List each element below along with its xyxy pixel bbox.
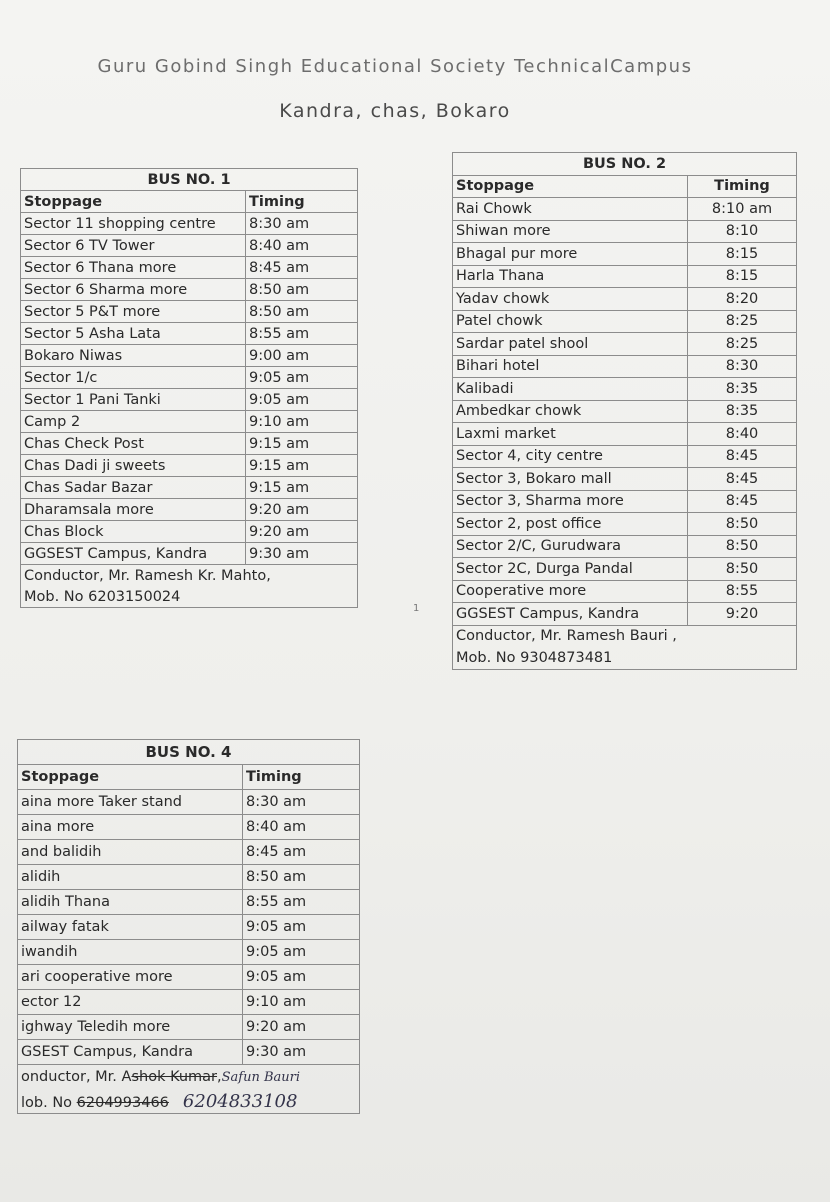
stop-name: GGSEST Campus, Kandra — [21, 543, 246, 565]
stop-name: Harla Thana — [453, 265, 688, 288]
bus-4-conductor-prefix: onductor, Mr. A — [21, 1069, 132, 1085]
stop-time: 8:45 am — [246, 257, 358, 279]
stop-row — [21, 411, 358, 433]
stop-time: 8:10 am — [688, 198, 797, 221]
stop-name: Sector 1/c — [21, 367, 246, 389]
stop-name: Sector 1 Pani Tanki — [21, 389, 246, 411]
bus-4-mobile-prefix: lob. No — [21, 1094, 77, 1111]
stop-name: Rai Chowk — [453, 198, 688, 221]
stop-row — [18, 940, 360, 965]
stop-time: 8:50 — [688, 558, 797, 581]
stop-row — [21, 543, 358, 565]
bus-4-conductor-struck: shok Kumar — [131, 1069, 218, 1085]
stop-name: Dharamsala more — [21, 499, 246, 521]
stop-time: 8:25 — [688, 333, 797, 356]
stop-row — [453, 243, 797, 266]
stop-row — [453, 400, 797, 423]
bus-4-conductor-handwritten: Safun Bauri — [221, 1070, 301, 1085]
stop-time: 9:15 am — [246, 455, 358, 477]
stop-row — [453, 265, 797, 288]
stop-name: Yadav chowk — [453, 288, 688, 311]
stop-time: 9:05 am — [243, 965, 360, 990]
stop-row — [21, 345, 358, 367]
bus-4-stoppage-header: Stoppage — [18, 765, 243, 790]
stop-row — [21, 433, 358, 455]
stray-mark: 1 — [413, 603, 420, 614]
stop-name: GGSEST Campus, Kandra — [453, 603, 688, 626]
stop-row — [18, 890, 360, 915]
stop-time: 8:40 am — [246, 235, 358, 257]
stop-name: Patel chowk — [453, 310, 688, 333]
stop-time: 8:30 am — [246, 213, 358, 235]
stop-row — [21, 477, 358, 499]
stop-time: 8:40 am — [243, 815, 360, 840]
stop-name: Cooperative more — [453, 580, 688, 603]
stop-time: 8:20 — [688, 288, 797, 311]
stop-time: 9:05 am — [246, 367, 358, 389]
stop-name: Sector 2/C, Gurudwara — [453, 535, 688, 558]
stop-name: Sector 3, Sharma more — [453, 490, 688, 513]
bus-1-timing-header: Timing — [246, 191, 358, 213]
institution-location: Kandra, chas, Bokaro — [279, 100, 511, 122]
stop-time: 8:10 — [688, 220, 797, 243]
stop-row — [21, 279, 358, 301]
stop-name: Ambedkar chowk — [453, 400, 688, 423]
stop-row — [453, 378, 797, 401]
bus-4-mobile-handwritten: 6204833108 — [182, 1090, 298, 1112]
stop-name: ighway Teledih more — [18, 1015, 243, 1040]
stop-row — [453, 558, 797, 581]
stop-row — [18, 915, 360, 940]
stop-time: 8:25 — [688, 310, 797, 333]
stop-name: Sector 6 Thana more — [21, 257, 246, 279]
bus-1-rows — [21, 213, 358, 565]
stop-time: 9:05 am — [243, 940, 360, 965]
bus-2-timing-header: Timing — [688, 175, 797, 198]
stop-row — [18, 840, 360, 865]
stop-time: 9:05 am — [246, 389, 358, 411]
bus-2-timetable — [452, 152, 797, 670]
stop-row — [18, 1040, 360, 1065]
stop-row — [21, 323, 358, 345]
bus-2-rows — [453, 198, 797, 626]
stop-time: 8:55 am — [246, 323, 358, 345]
stop-row — [453, 220, 797, 243]
stop-row — [18, 990, 360, 1015]
stop-name: alidih Thana — [18, 890, 243, 915]
stop-row — [21, 455, 358, 477]
stop-row — [21, 235, 358, 257]
stop-row — [18, 865, 360, 890]
bus-4-mobile — [18, 1089, 360, 1114]
stop-row — [453, 445, 797, 468]
stop-time: 9:20 am — [246, 499, 358, 521]
stop-row — [453, 468, 797, 491]
stop-name: ailway fatak — [18, 915, 243, 940]
institution-name: Guru Gobind Singh Educational Society TechnicalCampus — [97, 56, 693, 77]
stop-row — [453, 333, 797, 356]
stop-row — [453, 198, 797, 221]
stop-time: 8:50 — [688, 535, 797, 558]
bus-1-stoppage-header: Stoppage — [21, 191, 246, 213]
stop-time: 8:45 — [688, 445, 797, 468]
bus-4-title: BUS NO. 4 — [18, 740, 360, 765]
stop-name: Chas Check Post — [21, 433, 246, 455]
bus-4-mobile-struck: 6204993466 — [76, 1094, 169, 1111]
stop-row — [21, 301, 358, 323]
stop-row — [21, 499, 358, 521]
bus-4-timing-header: Timing — [243, 765, 360, 790]
stop-time: 9:30 am — [246, 543, 358, 565]
stop-time: 8:15 — [688, 243, 797, 266]
stop-name: Sector 2, post office — [453, 513, 688, 536]
stop-time: 9:15 am — [246, 477, 358, 499]
stop-name: Bihari hotel — [453, 355, 688, 378]
stop-row — [453, 355, 797, 378]
stop-name: Chas Block — [21, 521, 246, 543]
stop-time: 8:15 — [688, 265, 797, 288]
stop-row — [453, 603, 797, 626]
stop-row — [18, 965, 360, 990]
stop-name: Sector 6 TV Tower — [21, 235, 246, 257]
stop-name: Sector 2C, Durga Pandal — [453, 558, 688, 581]
stop-name: Sector 3, Bokaro mall — [453, 468, 688, 491]
stop-name: Shiwan more — [453, 220, 688, 243]
stop-name: Bokaro Niwas — [21, 345, 246, 367]
stop-name: Sector 5 Asha Lata — [21, 323, 246, 345]
stop-time: 8:45 — [688, 490, 797, 513]
bus-4-rows — [18, 790, 360, 1065]
stop-name: aina more Taker stand — [18, 790, 243, 815]
bus-2-conductor: Conductor, Mr. Ramesh Bauri , — [453, 625, 797, 647]
stop-time: 8:45 am — [243, 840, 360, 865]
stop-time: 8:45 — [688, 468, 797, 491]
stop-time: 8:55 — [688, 580, 797, 603]
stop-name: Sector 5 P&T more — [21, 301, 246, 323]
stop-row — [18, 790, 360, 815]
stop-row — [453, 490, 797, 513]
bus-4-conductor-suffix: , — [217, 1069, 222, 1085]
stop-name: Chas Dadi ji sweets — [21, 455, 246, 477]
stop-name: and balidih — [18, 840, 243, 865]
stop-time: 9:20 — [688, 603, 797, 626]
stop-name: Chas Sadar Bazar — [21, 477, 246, 499]
stop-time: 9:30 am — [243, 1040, 360, 1065]
bus-4-conductor — [18, 1065, 360, 1090]
stop-name: Sector 6 Sharma more — [21, 279, 246, 301]
stop-row — [453, 535, 797, 558]
stop-time: 8:35 — [688, 378, 797, 401]
stop-name: alidih — [18, 865, 243, 890]
stop-row — [453, 310, 797, 333]
stop-time: 9:10 am — [246, 411, 358, 433]
stop-name: GSEST Campus, Kandra — [18, 1040, 243, 1065]
stop-time: 9:15 am — [246, 433, 358, 455]
stop-name: ector 12 — [18, 990, 243, 1015]
stop-row — [18, 815, 360, 840]
stop-row — [21, 367, 358, 389]
stop-row — [453, 513, 797, 536]
stop-row — [453, 288, 797, 311]
bus-4-timetable — [17, 739, 360, 1114]
stop-time: 8:35 — [688, 400, 797, 423]
stop-name: Bhagal pur more — [453, 243, 688, 266]
stop-time: 9:00 am — [246, 345, 358, 367]
stop-time: 8:50 am — [243, 865, 360, 890]
stop-name: Sector 4, city centre — [453, 445, 688, 468]
stop-row — [21, 213, 358, 235]
stop-name: Kalibadi — [453, 378, 688, 401]
stop-time: 8:50 — [688, 513, 797, 536]
stop-time: 9:20 am — [246, 521, 358, 543]
stop-time: 8:50 am — [246, 279, 358, 301]
bus-1-timetable — [20, 168, 358, 608]
stop-row — [21, 257, 358, 279]
stop-row — [21, 521, 358, 543]
bus-1-conductor: Conductor, Mr. Ramesh Kr. Mahto, — [21, 565, 358, 587]
stop-time: 8:30 — [688, 355, 797, 378]
stop-time: 8:40 — [688, 423, 797, 446]
stop-name: Laxmi market — [453, 423, 688, 446]
stop-row — [21, 389, 358, 411]
bus-2-mobile: Mob. No 9304873481 — [453, 647, 797, 669]
stop-name: Camp 2 — [21, 411, 246, 433]
bus-2-stoppage-header: Stoppage — [453, 175, 688, 198]
stop-time: 9:20 am — [243, 1015, 360, 1040]
stop-name: ari cooperative more — [18, 965, 243, 990]
stop-time: 9:10 am — [243, 990, 360, 1015]
bus-2-title: BUS NO. 2 — [453, 153, 797, 176]
stop-row — [453, 580, 797, 603]
stop-row — [453, 423, 797, 446]
bus-1-mobile: Mob. No 6203150024 — [21, 586, 358, 608]
stop-time: 8:55 am — [243, 890, 360, 915]
stop-name: Sector 11 shopping centre — [21, 213, 246, 235]
bus-1-title: BUS NO. 1 — [21, 169, 358, 191]
stop-time: 8:50 am — [246, 301, 358, 323]
stop-name: iwandih — [18, 940, 243, 965]
stop-name: aina more — [18, 815, 243, 840]
stop-name: Sardar patel shool — [453, 333, 688, 356]
stop-row — [18, 1015, 360, 1040]
stop-time: 9:05 am — [243, 915, 360, 940]
stop-time: 8:30 am — [243, 790, 360, 815]
